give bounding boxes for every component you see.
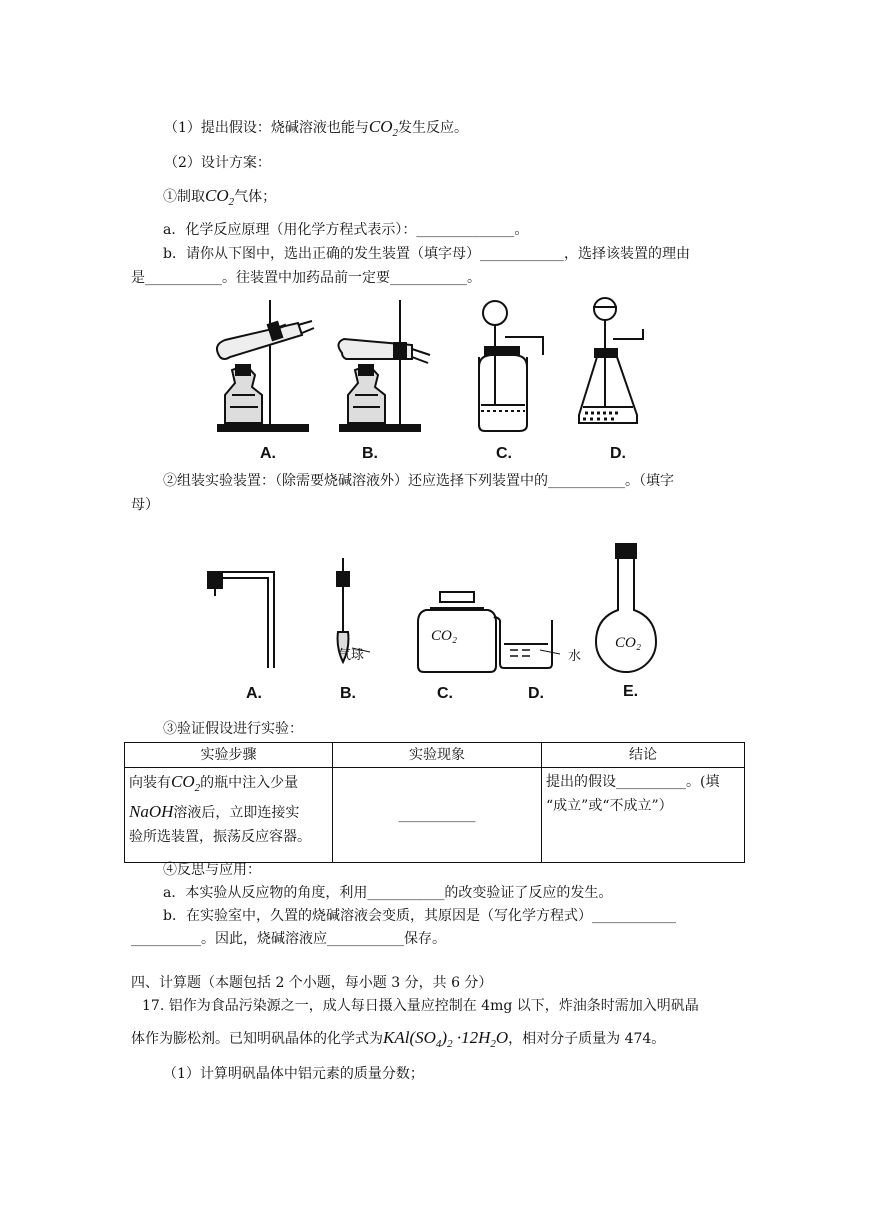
- apparatus-c-drawing: [479, 301, 543, 431]
- alum-formula: $KAl(SO_4)_2 \cdot 12H_2O$: [383, 1028, 509, 1050]
- prepare-suffix: 气体；: [234, 189, 277, 205]
- naoh-formula: NaOH: [129, 802, 174, 821]
- cell-phenomenon[interactable]: [333, 768, 542, 863]
- fig1-label-d: D.: [610, 445, 626, 462]
- fig1-label-a: A.: [260, 445, 276, 462]
- cell-steps: [125, 768, 333, 863]
- header-phenomenon: 实验现象: [333, 743, 542, 768]
- section4-title: 四、计算题（本题包括 2 个小题，每小题 3 分，共 6 分）: [131, 975, 493, 991]
- flask-co2-label: CO₂: [615, 635, 642, 651]
- reflect-a: a．本实验从反应物的角度，利用___________的改变验证了反应的发生。: [163, 885, 613, 901]
- step-line2: [129, 800, 328, 825]
- q17-l2-suffix: ，相对分子质量为 474。: [508, 1031, 666, 1047]
- cell-conclusion[interactable]: [542, 768, 745, 863]
- step3-heading: ③验证假设进行实验：: [163, 721, 303, 737]
- hypothesis-suffix: 发生反应。: [398, 120, 469, 136]
- header-conclusion: 结论: [542, 743, 745, 768]
- fig2-label-a: A.: [246, 685, 262, 702]
- phenomenon-blank[interactable]: ___________: [398, 807, 476, 823]
- reflect-b-line1: b．在实验室中，久置的烧碱溶液会变质，其原因是（写化学方程式）____________: [163, 908, 676, 924]
- hypothesis-line: [164, 117, 468, 143]
- apparatus-b-drawing: [338, 300, 430, 431]
- prepare-co2-line: [163, 186, 276, 212]
- q17-line1: 17. 铝作为食品污染源之一，成人每日摄入量应控制在 4mg 以下，炸油条时需加入明矾晶: [142, 998, 699, 1014]
- fig2-label-d: D.: [528, 685, 544, 702]
- co2-formula: $CO_2$: [368, 117, 399, 139]
- q17-sub1: （1）计算明矾晶体中铝元素的质量分数；: [163, 1066, 424, 1082]
- experiment-table: [124, 742, 745, 863]
- fig2-label-c: C.: [437, 685, 453, 702]
- step-l2-suffix: 溶液后，立即连接实: [173, 805, 300, 821]
- question-b-line1: b．请你从下图中，选出正确的发生装置（填字母）____________，选择该装置的理由: [163, 246, 690, 262]
- step-line3: 验所选装置，振荡反应容器。: [129, 829, 311, 845]
- step-line1: [129, 770, 328, 800]
- fig1-label-c: C.: [496, 445, 512, 462]
- apparatus-d-drawing: [579, 298, 643, 423]
- step2-line2: 母）: [131, 497, 159, 513]
- figure-generation-apparatus: [210, 295, 660, 470]
- step4-heading: ④反思与应用：: [163, 862, 261, 878]
- step-l1-prefix: 向装有: [129, 775, 171, 791]
- water-label: 水: [568, 649, 582, 664]
- question-a: a．化学反应原理（用化学方程式表示）：______________。: [163, 222, 529, 238]
- apparatus-beaker: [494, 617, 560, 668]
- conclusion-line2: “成立”或“不成立”）: [546, 798, 673, 814]
- hypothesis-text: （1）提出假设：烧碱溶液也能与: [164, 120, 369, 136]
- fig2-label-e: E.: [623, 683, 639, 700]
- q17-l2-prefix: 体作为膨松剂。已知明矾晶体的化学式为: [131, 1031, 383, 1047]
- bottle-co2-label: CO₂: [431, 628, 458, 644]
- conclusion-line1: 提出的假设__________。(填: [546, 774, 720, 790]
- prepare-prefix: ①制取: [163, 189, 205, 205]
- fig1-label-b: B.: [362, 445, 378, 462]
- figure-assembly-apparatus: [200, 540, 680, 680]
- co2-formula: $CO_2$: [205, 186, 235, 208]
- apparatus-bent-tube: [208, 572, 274, 668]
- header-steps: 实验步骤: [125, 743, 333, 768]
- co2-formula: $CO_2$: [171, 772, 201, 794]
- design-heading: （2）设计方案：: [164, 155, 271, 171]
- apparatus-a-drawing: [217, 300, 314, 431]
- question-b-line2: 是___________。往装置中加药品前一定要___________。: [131, 270, 481, 286]
- step2-line1: ②组装实验装置：（除需要烧碱溶液外）还应选择下列装置中的___________。（填字: [163, 473, 674, 489]
- q17-line2: [131, 1028, 665, 1054]
- balloon-label: 气球: [338, 648, 365, 663]
- step-l1-suffix: 的瓶中注入少量: [200, 775, 299, 791]
- fig2-label-b: B.: [340, 685, 356, 702]
- reflect-b-line2: __________。因此，烧碱溶液应___________保存。: [131, 931, 446, 947]
